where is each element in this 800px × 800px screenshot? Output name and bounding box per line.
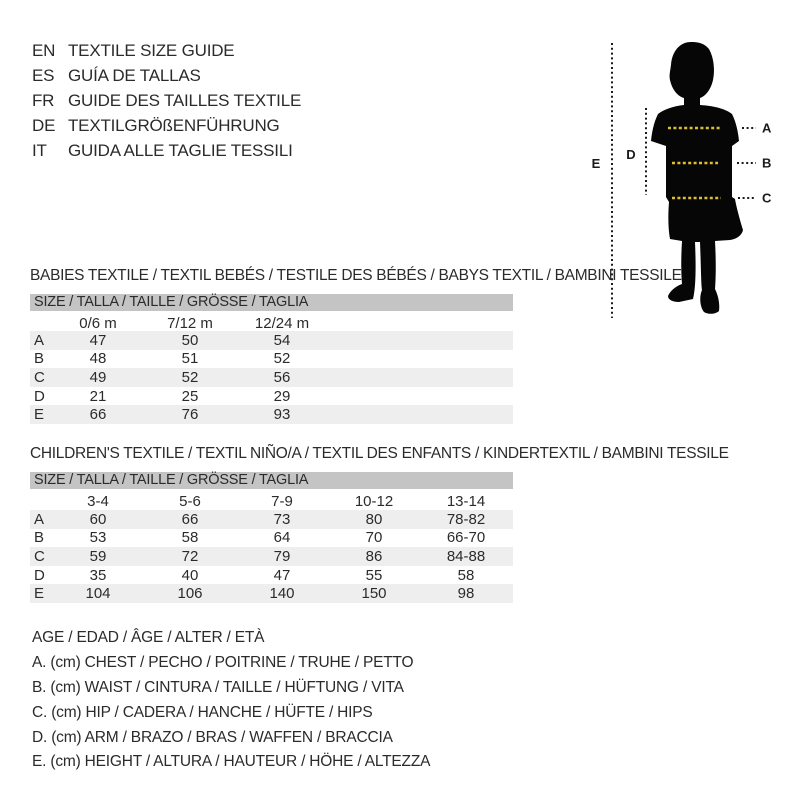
language-title: GUIDA ALLE TAGLIE TESSILI (68, 140, 293, 160)
table-cell: 21 (89, 387, 107, 405)
table-cell: 72 (181, 547, 199, 565)
children-col-header: 10-12 (354, 492, 394, 510)
table-cell: 59 (89, 547, 107, 565)
row-label: B (34, 529, 45, 547)
figure-label-d: D (626, 147, 636, 162)
row-label: A (34, 331, 45, 349)
language-code: DE (32, 115, 56, 135)
legend-height-line: E. (cm) HEIGHT / ALTURA / HAUTEUR / HÖHE / ALTEZZA (32, 753, 431, 771)
babies-column-headers (30, 314, 513, 332)
children-col-header: 7-9 (271, 492, 293, 510)
table-cell: 52 (273, 350, 291, 368)
children-size-header-bar: SIZE / TALLA / TAILLE / GRÖSSE / TAGLIA (30, 472, 513, 489)
babies-table-body (30, 331, 513, 424)
babies-col-header: 0/6 m (79, 314, 117, 332)
table-cell: 64 (273, 529, 291, 547)
table-row (30, 350, 513, 369)
table-cell: 29 (273, 387, 291, 405)
table-cell: 66-70 (446, 529, 486, 547)
table-cell: 80 (365, 510, 383, 528)
table-cell: 66 (89, 406, 107, 424)
babies-section-heading: BABIES TEXTILE / TEXTIL BEBÉS / TESTILE DES BÉBÉS / BABYS TEXTIL / BAMBINI TESSILE (30, 267, 682, 284)
table-cell: 50 (181, 331, 199, 349)
table-cell: 106 (177, 585, 203, 603)
figure-label-b: B (762, 155, 772, 171)
language-code: IT (32, 140, 47, 160)
table-cell: 93 (273, 406, 291, 424)
table-cell: 58 (181, 529, 199, 547)
row-label: C (34, 547, 45, 565)
table-cell: 54 (273, 331, 291, 349)
table-cell: 47 (273, 566, 291, 584)
figure-label-c: C (762, 190, 772, 206)
language-row-en (32, 38, 301, 63)
children-col-header: 5-6 (179, 492, 201, 510)
children-col-header: 13-14 (446, 492, 486, 510)
table-cell: 86 (365, 547, 383, 565)
table-cell: 76 (181, 406, 199, 424)
measurement-legend (32, 626, 430, 775)
row-label: E (34, 585, 45, 603)
table-cell: 78-82 (446, 510, 486, 528)
table-cell: 55 (365, 566, 383, 584)
table-cell: 84-88 (446, 547, 486, 565)
table-cell: 140 (269, 585, 295, 603)
children-column-headers (30, 492, 513, 510)
table-row (30, 387, 513, 406)
table-cell: 98 (457, 585, 475, 603)
children-col-header: 3-4 (87, 492, 109, 510)
language-code: FR (32, 90, 55, 110)
figure-label-a: A (762, 120, 772, 136)
table-cell: 48 (89, 350, 107, 368)
table-row (30, 584, 513, 603)
table-cell: 40 (181, 566, 199, 584)
row-label: D (34, 566, 45, 584)
table-cell: 104 (85, 585, 111, 603)
table-cell: 25 (181, 387, 199, 405)
legend-arm-line: D. (cm) ARM / BRAZO / BRAS / WAFFEN / BRACCIA (32, 728, 393, 746)
table-row (30, 331, 513, 350)
table-row (30, 510, 513, 529)
table-cell: 52 (181, 368, 199, 386)
table-cell: 58 (457, 566, 475, 584)
language-row-it (32, 138, 301, 163)
row-label: D (34, 387, 45, 405)
language-title: GUIDE DES TAILLES TEXTILE (68, 90, 302, 110)
table-cell: 150 (361, 585, 387, 603)
table-cell: 73 (273, 510, 291, 528)
language-row-fr (32, 88, 301, 113)
table-cell: 53 (89, 529, 107, 547)
babies-size-header-bar: SIZE / TALLA / TAILLE / GRÖSSE / TAGLIA (30, 294, 513, 311)
language-row-de (32, 113, 301, 138)
legend-age-line: AGE / EDAD / ÂGE / ALTER / ETÀ (32, 629, 265, 647)
language-code: ES (32, 65, 55, 85)
table-cell: 49 (89, 368, 107, 386)
language-list (32, 38, 301, 163)
legend-chest-line: A. (cm) CHEST / PECHO / POITRINE / TRUHE / PETTO (32, 654, 414, 672)
language-title: TEXTILGRÖßENFÜHRUNG (68, 115, 280, 135)
table-cell: 35 (89, 566, 107, 584)
table-cell: 60 (89, 510, 107, 528)
table-cell: 51 (181, 350, 199, 368)
table-row (30, 566, 513, 585)
language-code: EN (32, 40, 56, 60)
language-title: GUÍA DE TALLAS (68, 65, 201, 85)
children-section-heading: CHILDREN'S TEXTILE / TEXTIL NIÑO/A / TEXTIL DES ENFANTS / KINDERTEXTIL / BAMBINI TESSILE (30, 445, 729, 462)
table-cell: 66 (181, 510, 199, 528)
row-label: E (34, 406, 45, 424)
language-row-es (32, 63, 301, 88)
table-row (30, 529, 513, 548)
row-label: A (34, 510, 45, 528)
table-cell: 70 (365, 529, 383, 547)
table-row (30, 368, 513, 387)
table-row (30, 547, 513, 566)
language-title: TEXTILE SIZE GUIDE (68, 40, 235, 60)
row-label: C (34, 368, 45, 386)
table-row (30, 405, 513, 424)
table-cell: 79 (273, 547, 291, 565)
babies-col-header: 12/24 m (254, 314, 310, 332)
table-cell: 47 (89, 331, 107, 349)
row-label: B (34, 350, 45, 368)
legend-hip-line: C. (cm) HIP / CADERA / HANCHE / HÜFTE / HIPS (32, 703, 373, 721)
table-cell: 56 (273, 368, 291, 386)
figure-label-e: E (591, 156, 601, 171)
children-table-body (30, 510, 513, 603)
legend-waist-line: B. (cm) WAIST / CINTURA / TAILLE / HÜFTUNG / VITA (32, 678, 404, 696)
babies-col-header: 7/12 m (167, 314, 213, 332)
